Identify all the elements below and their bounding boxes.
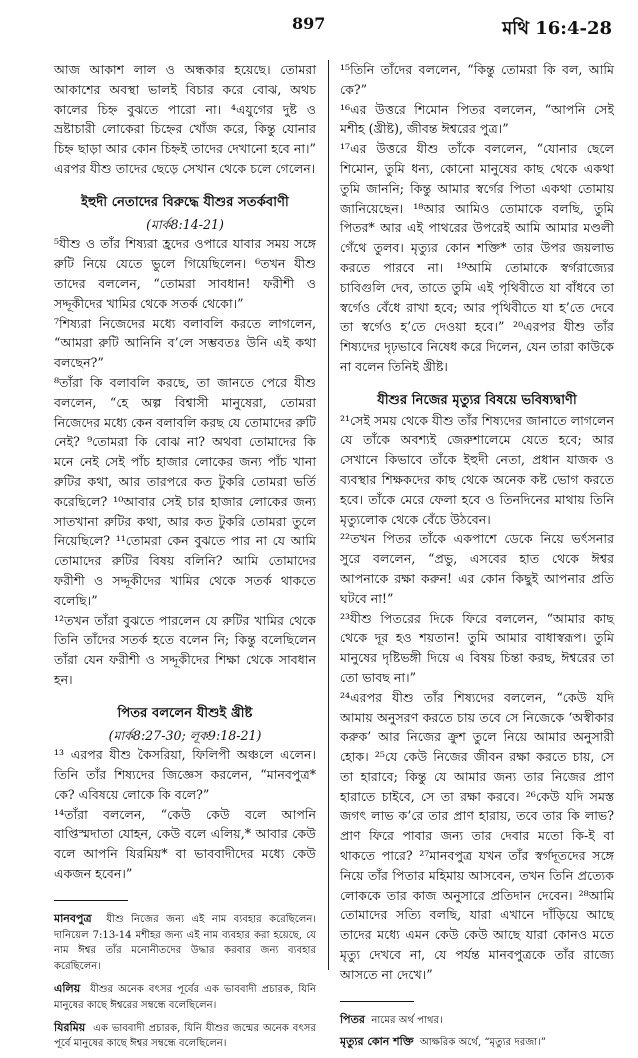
- footnote-term: যিরমিয়: [54, 1020, 86, 1034]
- footnote-text: যীশু নিজের জন্য এই নাম ব্যবহার করেছিলেন। দানিয়েল 7:13-14 মশীহর জন্য এই নাম ব্যবহার করা হয়েছে, যে নাম ঈশ্বর তাঁর মনোনীতদের উদ্ধার করবার জন্য ব্যবহার করেছিলেন।: [54, 913, 317, 973]
- chapter-reference: মথি 16:4-28: [502, 18, 612, 39]
- footnote-text: নামের অর্থ পাথর।: [371, 1014, 443, 1026]
- section-heading: যীশুর নিজের মৃত্যুর বিষয়ে ভবিষ্যদ্বাণী: [377, 392, 577, 408]
- footnote-term: এলিয়: [54, 982, 81, 996]
- section-heading: ইহুদী নেতাদের বিরুদ্ধে যীশুর সতর্কবাণী: [81, 194, 289, 210]
- cross-reference: (মার্ক8:14-21): [146, 216, 224, 232]
- footnote-text: যীশুর অনেক বৎসর পূর্বের এক ভাববাদী প্রচারক, যিনি মানুষের কাছে ঈশ্বরের সম্বন্ধে বলেছিলেন।: [54, 984, 316, 1011]
- footnote-rule: [340, 1001, 414, 1002]
- cross-reference: (মার্ক8:27-30; লূক9:18-21): [108, 727, 262, 743]
- paragraph: ⁷শিষ্যরা নিজেদের মধ্যে বলাবলি করতে লাগলেন, “আমরা রুটি আনিনি ব’লে সম্ভবতঃ উনি এই কথা বলছেন?”: [54, 315, 316, 371]
- footnote-rule: [54, 900, 128, 901]
- footnote-term: পিতর: [340, 1012, 365, 1026]
- right-column: [340, 60, 614, 1057]
- footnote: [54, 981, 316, 1014]
- left-column: [54, 60, 316, 1058]
- paragraph: ¹²তখন তাঁরা বুঝতে পারলেন যে রুটির খামির থেকে তিনি তাঁদের সতর্ক হতে বলেন নি; কিন্তু বলেছিলেন তাঁরা যেন ফরীশী ও সদ্দূকীদের শিক্ষা থেকে সাবধান হন।: [54, 612, 316, 687]
- footnote: [340, 1012, 614, 1029]
- paragraph: আজ আকাশ লাল ও অন্ধকার হয়েছে। তোমরা আকাশের অবস্থা ভালই বিচার করে বোঝ, অথচ কালের চিহ্ন বুঝতে পারো না। ⁴এযুগের দুষ্ট ও ভ্রষ্টাচারী লোকেরা চিহ্নের খোঁজ করে, কিন্তু যোনার চিহ্ন ছাড়া আর কোন চিহ্নই তাদের দেখানো হবে না।” এরপর যীশু তাদের ছেড়ে সেখান থেকে চলে গেলেন।: [54, 62, 316, 176]
- paragraph: ⁸তাঁরা কি বলাবলি করছে, তা জানতে পেরে যীশু বললেন, “হে অল্প বিশ্বাসী মানুষেরা, তোমরা নিজেদের মধ্যে কেন বলাবলি করছ যে তোমাদের রুটি নেই? ⁹তোমরা কি বোঝ না? অথবা তোমাদের কি মনে নেই সেই পাঁচ হাজার লোকের জন্য পাঁচ খানা রুটির কথা, আর তারপরে কত টুকরি তোমরা ভর্তি করেছিলে? ¹⁰আবার সেই চার হাজার লোকের জন্য সাতখানা রুটির কথা, আর কত টুকরি তোমরা তুলে নিয়েছিলে? ¹¹তোমরা কেন বুঝতে পার না যে আমি তোমাদের রুটির বিষয় বলিনি? আমি তোমাদের ফরীশী ও সদ্দূকীদের খামির থেকে সতর্ক থাকতে বলেছি।”: [54, 374, 316, 608]
- paragraph: ¹⁶এর উত্তরে শিমোন পিতর বললেন, “আপনি সেই মশীহ (খ্রীষ্ট), জীবন্ত ঈশ্বরের পুত্র।”: [340, 101, 614, 137]
- footnote-text: আক্ষরিক অর্থে, “মৃত্যুর দরজা।”: [419, 1037, 546, 1049]
- paragraph: ¹⁷এর উত্তরে যীশু তাঁকে বললেন, “যোনার ছেলে শিমোন, তুমি ধন্য, কোনো মানুষের কাছ থেকে একথা তুমি জাননি; কিন্তু আমার স্বর্গের পিতা একথা তোমায় জানিয়েছেন। ¹⁸আর আমিও তোমাকে বলছি, তুমি পিতর* আর এই পাথরের উপরেই আমি আমার মণ্ডলী গেঁথে তুলব। মৃত্যুর কোন শক্তি* তার উপর জয়লাভ করতে পারবে না। ¹⁹আমি তোমাকে স্বর্গরাজ্যের চাবিগুলি দেব, তাতে তুমি এই পৃথিবীতে যা বাঁধবে তা স্বর্গেও বেঁধে রাখা হবে; আর পৃথিবীতে যা হ’তে দেবে তা স্বর্গেও হ’তে দেওয়া হবে।” ²⁰এরপর যীশু তাঁর শিষ্যদের দৃঢ়ভাবে নিষেধ করে দিলেন, যেন তারা কাউকে না বলেন তিনিই খ্রীষ্ট।: [340, 141, 614, 374]
- section-heading: পিতর বললেন যীশুই খ্রীষ্ট: [117, 705, 253, 721]
- footnote-text: এক ভাববাদী প্রচারক, যিনি যীশুর জন্মের অনেক বৎসর পূর্বে মানুষের কাছে ঈশ্বর সম্বন্ধে বলেছিলেন।: [54, 1022, 316, 1050]
- page-number: 897: [292, 14, 326, 33]
- footnote: [340, 1034, 614, 1051]
- paragraph: ²³যীশু পিতরের দিকে ফিরে বললেন, “আমার কাছ থেকে দূর হও শয়তান! তুমি আমার বাধাস্বরূপ। তুমি মানুষের দৃষ্টিভঙ্গী দিয়ে এ বিষয় চিন্তা করছ, ঈশ্বরের তা তো ভাবছ না।”: [340, 610, 614, 685]
- footnote-term: মৃত্যুর কোন শক্তি: [340, 1035, 414, 1049]
- page-header: [0, 14, 638, 38]
- footnote: [54, 1020, 316, 1053]
- paragraph: ⁵যীশু ও তাঁর শিষ্যরা হ্রদের ওপারে যাবার সময় সঙ্গে রুটি নিয়ে যেতে ভুলে গিয়েছিলেন। ⁶তখন যীশু তাদের বললেন, “তোমরা সাবধান! ফরীশী ও সদ্দূকীদের খামির থেকে সতর্ক থেকো।”: [54, 236, 316, 311]
- footnote-term: মানবপুত্র: [54, 911, 92, 925]
- paragraph: ¹⁴তাঁরা বললেন, “কেউ কেউ বলে আপনি বাপ্তিস্মদাতা যোহন, কেউ বলে এলিয়,* আবার কেউ বলে আপনি যিরমিয়* বা ভাববাদীদের মধ্যে কেউ একজন হবেন।”: [54, 806, 316, 882]
- paragraph: ²²তখন পিতর তাঁকে একপাশে ডেকে নিয়ে ভর্ৎসনার সুরে বললেন, “প্রভু, এসবের হাত থেকে ঈশ্বর আপনাকে রক্ষা করুন! এর কোন কিছুই আপনার প্রতি ঘটবে না!”: [340, 531, 614, 606]
- footnote: [54, 911, 316, 975]
- paragraph: ¹³ এরপর যীশু কৈসরিয়া, ফিলিপী অঞ্চলে এলেন। তিনি তাঁর শিষ্যদের জিজ্ঞেস করলেন, “মানবপুত্র* কে? এবিষয়ে লোকে কি বলে?”: [54, 747, 316, 802]
- column-divider: [328, 60, 329, 970]
- paragraph: ²⁴এরপর যীশু তাঁর শিষ্যদের বললেন, “কেউ যদি আমায় অনুসরণ করতে চায় তবে সে নিজেকে ‘অস্বীকার করুক’ আর নিজের ক্রুশ তুলে নিয়ে আমার অনুসারী হোক। ²⁵যে কেউ নিজের জীবন রক্ষা করতে চায়, সে তা হারাবে; কিন্তু যে আমার জন্য তার নিজের প্রাণ হারাতে চাইবে, সে তা রক্ষা করবে। ²⁶কেউ যদি সমস্ত জগৎ লাভ ক’রে তার প্রাণ হারায়, তবে তার কি লাভ? প্রাণ ফিরে পাবার জন্য তার দেবার মতো কি-ই বা থাকতে পারে? ²⁷মানবপুত্র যখন তাঁর স্বর্গদূতদের সঙ্গে নিয়ে তাঁর পিতার মহিমায় আসবেন, তখন তিনি প্রত্যেক লোককে তার কাজ অনুসারে প্রতিদান দেবেন। ²⁸আমি তোমাদের সত্যি বলছি, যারা এখানে দাঁড়িয়ে আছে তাদের মধ্যে এমন কেউ কেউ আছে যারা কোনও মতে মৃত্যু দেখবে না, যে পর্যন্ত মানবপুত্রকে তাঁর রাজ্যে আসতে না দেখে।”: [340, 689, 614, 982]
- paragraph: ¹⁵তিনি তাঁদের বললেন, “কিন্তু তোমরা কি বল, আমি কে?”: [340, 62, 614, 97]
- paragraph: ²¹সেই সময় থেকে যীশু তাঁর শিষ্যদের জানাতে লাগলেন যে তাঁকে অবশ্যই জেরুশালেমে যেতে হবে; আর সেখানে কিভাবে তাঁকে ইহুদী নেতা, প্রধান যাজক ও ব্যবস্থার শিক্ষকদের কাছ থেকে অনেক কষ্ট ভোগ করতে হবে। তাঁকে মেরে ফেলা হবে ও তিনদিনের মাথায় তিনি মৃত্যুলোক থেকে বেঁচে উঠবেন।: [340, 412, 614, 527]
